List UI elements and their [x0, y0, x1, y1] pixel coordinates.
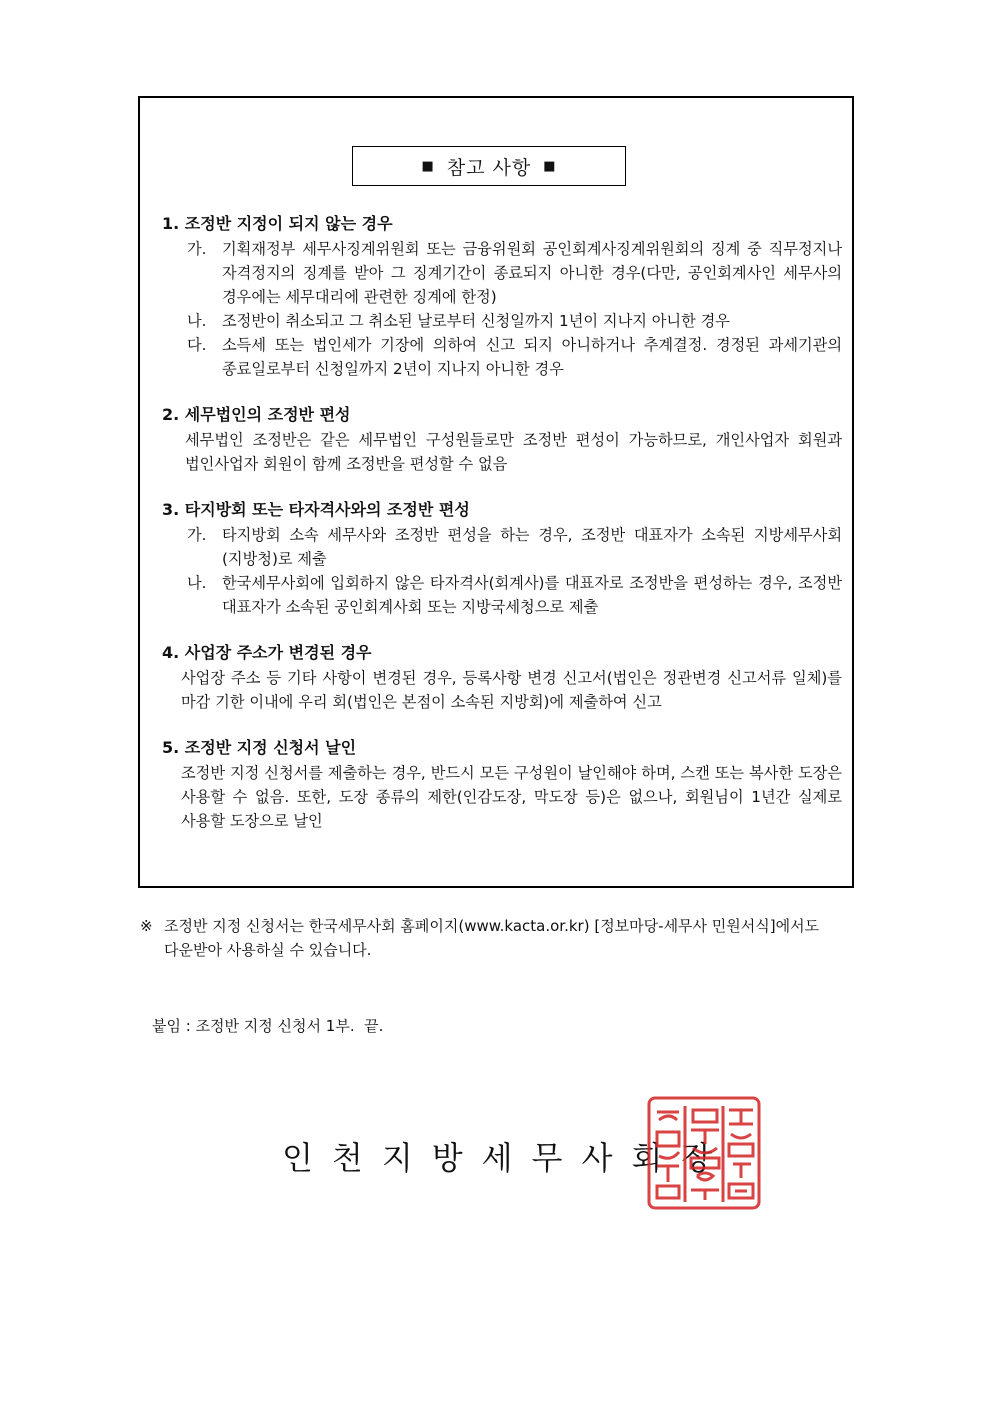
list-item [162, 523, 842, 571]
signature-name: 인천지방세무사회장 [282, 1139, 732, 1177]
item-mark: 가. [187, 240, 207, 258]
section-heading: 3. 타지방회 또는 타자격사와의 조정반 편성 [162, 500, 470, 519]
item-text: 타지방회 소속 세무사와 조정반 편성을 하는 경우, 조정반 대표자가 소속된 지방세무사회(지방청)로 제출 [222, 526, 842, 568]
section-body: 사업장 주소 등 기타 사항이 변경된 경우, 등록사항 변경 신고서(법인은 정관변경 신고서류 일체)를 마감 기한 이내에 우리 회(법인은 본점이 소속된 지방회)에 제출하여 신고 [181, 669, 842, 711]
list-item [162, 571, 842, 619]
section-2 [162, 403, 842, 476]
section-heading: 4. 사업장 주소가 변경된 경우 [162, 643, 372, 662]
attachment-line: 붙임 : 조정반 지정 신청서 1부. 끝. [152, 1017, 384, 1035]
section-heading: 2. 세무법인의 조정반 편성 [162, 405, 351, 424]
notice-box [138, 96, 854, 888]
item-text: 한국세무사회에 입회하지 않은 타자격사(회계사)를 대표자로 조정반을 편성하는 경우, 조정반 대표자가 소속된 공인회계사회 또는 지방국세청으로 제출 [222, 574, 842, 616]
list-item [162, 309, 842, 333]
notice-title-box [352, 146, 626, 186]
section-heading: 1. 조정반 지정이 되지 않는 경우 [162, 214, 393, 233]
official-seal-stamp [645, 1094, 763, 1212]
footnote-text: 조정반 지정 신청서는 한국세무사회 홈페이지(www.kacta.or.kr) [정보마당-세무사 민원서식]에서도 다운받아 사용하실 수 있습니다. [164, 917, 820, 959]
notice-title: 참고 사항 [446, 156, 532, 179]
item-text: 소득세 또는 법인세가 기장에 의하여 신고 되지 아니하거나 추계결정. 경정된 과세기관의 종료일로부터 신청일까지 2년이 지나지 아니한 경우 [222, 336, 842, 378]
section-3 [162, 498, 842, 619]
item-text: 조정반이 취소되고 그 취소된 날로부터 신청일까지 1년이 지나지 아니한 경우 [222, 312, 730, 330]
item-mark: 나. [187, 574, 207, 592]
list-item [162, 237, 842, 309]
section-1 [162, 212, 842, 381]
section-body: 세무법인 조정반은 같은 세무법인 구성원들로만 조정반 편성이 가능하므로, 개인사업자 회원과 법인사업자 회원이 함께 조정반을 편성할 수 없음 [185, 431, 842, 473]
list-item [162, 333, 842, 381]
notice-content [162, 212, 842, 855]
section-4 [162, 641, 842, 714]
item-mark: 다. [187, 336, 207, 354]
title-bullet-right: ■ [543, 158, 557, 174]
download-footnote [140, 914, 875, 962]
item-mark: 가. [187, 526, 207, 544]
reference-mark: ※ [140, 917, 153, 935]
section-heading: 5. 조정반 지정 신청서 날인 [162, 738, 357, 757]
section-5 [162, 736, 842, 833]
seal-graphic [645, 1094, 763, 1212]
item-mark: 나. [187, 312, 207, 330]
item-text: 기획재정부 세무사징계위원회 또는 금융위원회 공인회계사징계위원회의 징계 중 직무정지나 자격정지의 징계를 받아 그 징계기간이 종료되지 아니한 경우(다만, 공인회계사인 세무사의 경우에는 세무대리에 관련한 징계에 한정) [222, 240, 842, 306]
title-bullet-left: ■ [421, 158, 435, 174]
section-body: 조정반 지정 신청서를 제출하는 경우, 반드시 모든 구성원이 날인해야 하며, 스캔 또는 복사한 도장은 사용할 수 없음. 또한, 도장 종류의 제한(인감도장, 막도장 등)은 없으나, 회원님이 1년간 실제로 사용할 도장으로 날인 [181, 764, 842, 830]
